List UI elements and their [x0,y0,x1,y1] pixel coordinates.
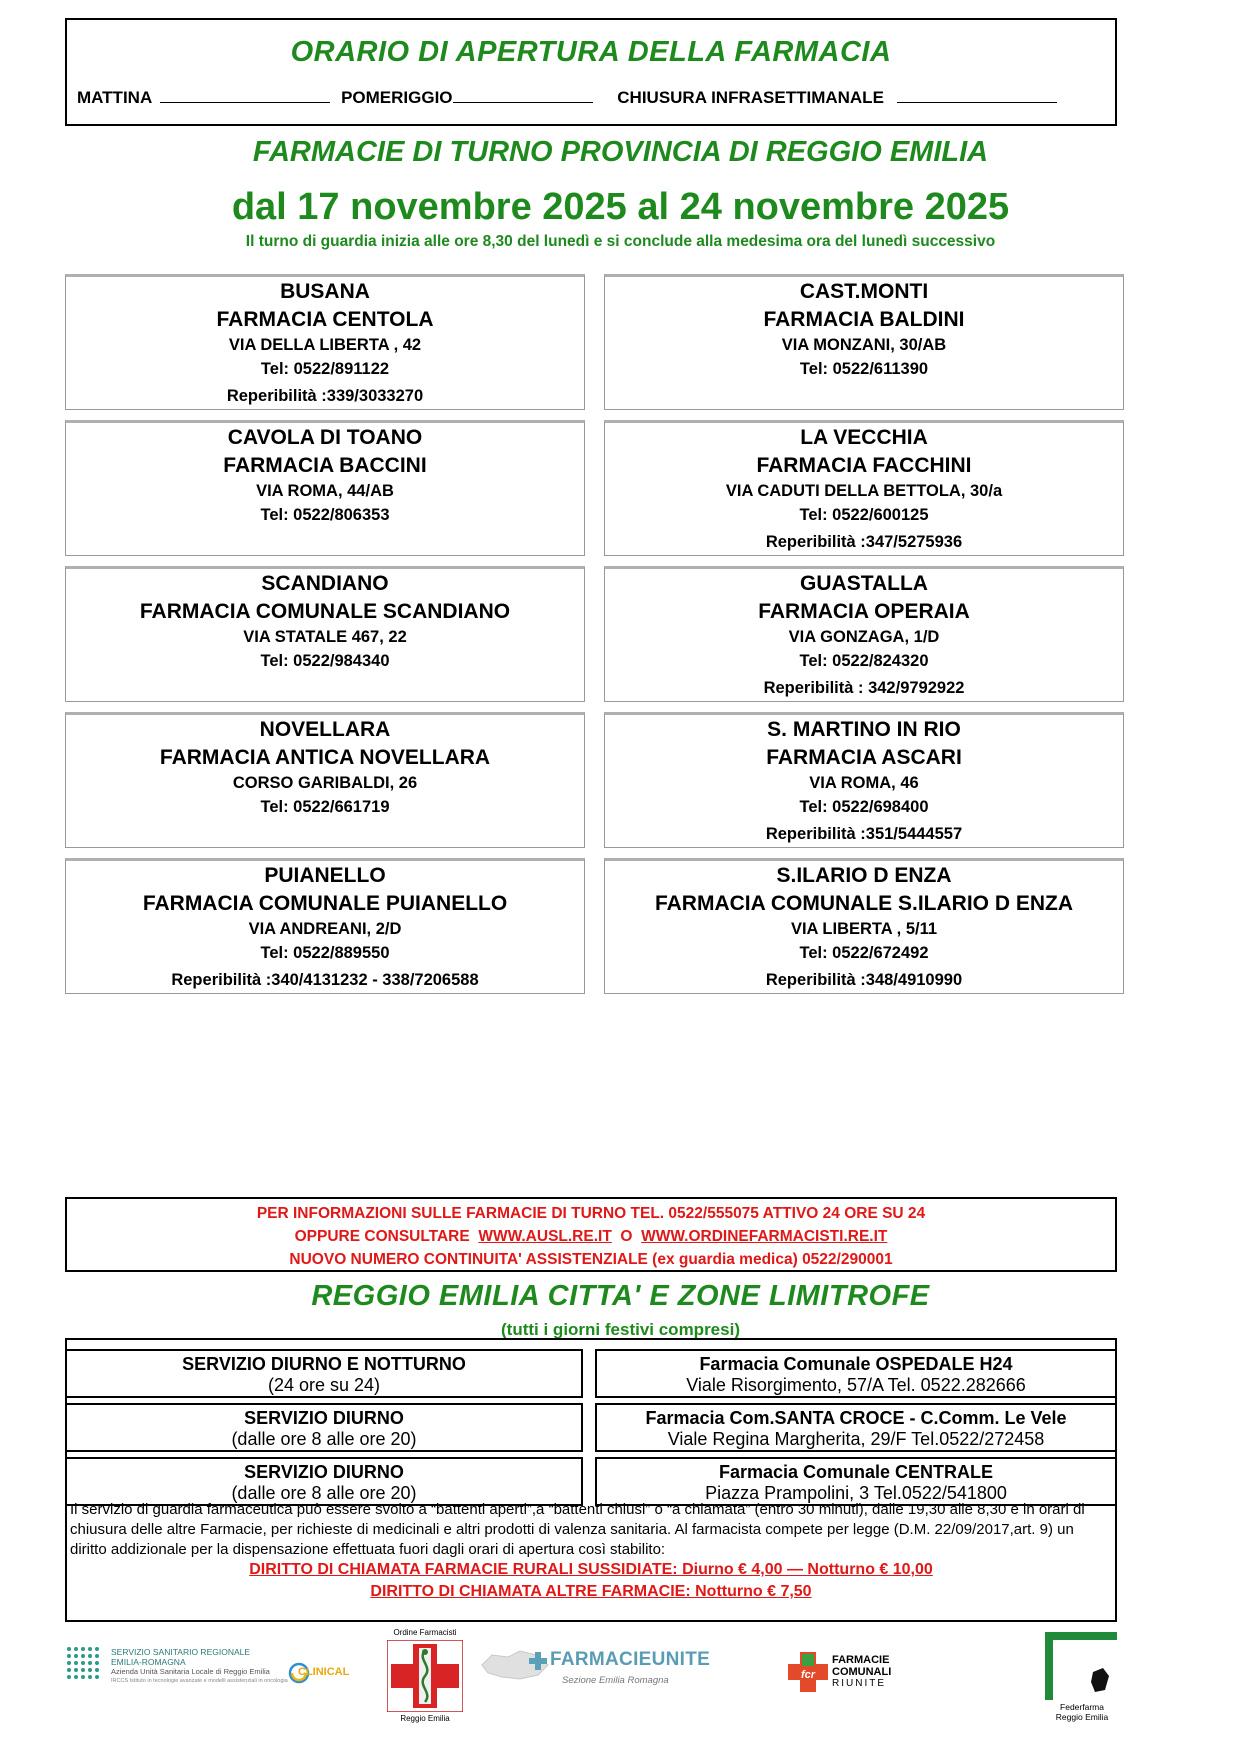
federfarma-line2: Reggio Emilia [1055,1712,1109,1722]
pharmacy-tel: Tel: 0522/889550 [260,944,390,962]
date-range: dal 17 novembre 2025 al 24 novembre 2025 [231,186,1010,228]
pharmacy-reperibilita: Reperibilità :340/4131232 - 338/7206588 [171,971,479,989]
fcr-cross-icon [788,1652,828,1692]
pharmacy-address: VIA ROMA, 46 [809,774,919,792]
continuita-assistenziale-line: NUOVO NUMERO CONTINUITA' ASSISTENZIALE (ex guardia medica) 0522/290001 [289,1251,893,1268]
ssr-logo [65,1643,288,1693]
ordine-farmacisti-link[interactable]: WWW.ORDINEFARMACISTI.RE.IT [641,1228,888,1245]
city-subtitle: (tutti i giorni festivi compresi) [501,1320,740,1339]
info-links-line [67,1225,1115,1248]
pharmacy-name: FARMACIA ASCARI [766,746,962,769]
opening-hours-fields [77,88,1105,108]
pharmacy-town: LA VECCHIA [800,426,928,449]
service-hours: (dalle ore 8 alle ore 20) [231,1429,417,1449]
service-pharmacy-address: Piazza Prampolini, 3 Tel.0522/541800 [705,1483,1007,1503]
pharmacy-town: NOVELLARA [259,718,391,741]
pharmacy-name: FARMACIA ANTICA NOVELLARA [159,746,491,769]
service-pharmacy-name: Farmacia Comunale OSPEDALE H24 [699,1354,1013,1374]
service-label: SERVIZIO DIURNO E NOTTURNO [182,1354,466,1374]
pharmacy-tel: Tel: 0522/600125 [799,506,929,524]
farmacie-comunali-riunite-logo [788,1650,908,1696]
ssr-line1: SERVIZIO SANITARIO REGIONALE [111,1647,251,1657]
pharmacy-card [604,712,1124,848]
pharmacy-name: FARMACIA OPERAIA [758,600,970,623]
ssr-line4: IRCCS Istituto in tecnologie avanzate e modelli assistenziali in oncologia [111,1678,288,1684]
ordine-cross-icon [387,1640,463,1712]
pharmacy-card [65,858,585,994]
pharmacy-town: CAST.MONTI [799,280,929,303]
pharmacy-name: FARMACIA BALDINI [763,308,965,331]
service-pharmacy-box [595,1349,1117,1398]
federfarma-line1: Federfarma [1060,1702,1104,1712]
pharmacy-card [65,712,585,848]
farmacieunite-cross-icon [528,1651,548,1671]
service-type-box [65,1349,583,1398]
pharmacy-town: SCANDIANO [261,572,389,595]
pharmacy-reperibilita: Reperibilità :348/4910990 [765,971,963,989]
federfarma-icon [1045,1632,1117,1700]
svg-text:fcr: fcr [800,1669,816,1681]
opening-hours-box [65,18,1117,126]
pharmacy-tel: Tel: 0522/698400 [799,798,929,816]
info-phone-line: PER INFORMAZIONI SULLE FARMACIE DI TURNO TEL. 0522/555075 ATTIVO 24 ORE SU 24 [256,1205,926,1222]
pharmacy-reperibilita: Reperibilità : 342/9792922 [763,679,965,697]
fcr-line2: COMUNALI [832,1666,892,1678]
farmacieunite-logo [480,1643,730,1693]
pharmacy-name: FARMACIA BACCINI [223,454,427,477]
service-pharmacy-box [595,1457,1117,1506]
pomeriggio-blank [453,102,593,103]
pharmacy-address: VIA STATALE 467, 22 [243,628,407,646]
pharmacy-name: FARMACIA CENTOLA [216,308,434,331]
pharmacy-tel: Tel: 0522/661719 [260,798,390,816]
service-label: SERVIZIO DIURNO [244,1408,404,1428]
fee-other-pharmacies: DIRITTO DI CHIAMATA ALTRE FARMACIE: Notturno € 7,50 [370,1583,812,1600]
pharmacy-town: GUASTALLA [800,572,928,595]
city-title: REGGIO EMILIA CITTA' E ZONE LIMITROFE [311,1280,930,1312]
service-type-box [65,1403,583,1452]
ssr-dots-icon [65,1645,105,1685]
pharmacy-card [604,420,1124,556]
ssr-line2: EMILIA-ROMAGNA [111,1657,186,1667]
service-hours: (dalle ore 8 alle ore 20) [231,1483,417,1503]
ssr-line3: Azienda Unità Sanitaria Locale di Reggio Emilia [111,1667,270,1676]
clinical-text: CLINICAL [298,1666,350,1678]
pharmacy-name: FARMACIA COMUNALE PUIANELLO [142,892,508,915]
pharmacy-address: VIA ANDREANI, 2/D [248,920,402,938]
info-consult-text: OPPURE CONSULTARE [294,1228,470,1245]
ordine-bottom-text: Reggio Emilia [400,1714,450,1723]
pharmacy-address: VIA MONZANI, 30/AB [781,336,947,354]
service-pharmacy-name: Farmacia Comunale CENTRALE [718,1462,994,1482]
pharmacy-address: VIA CADUTI DELLA BETTOLA, 30/a [725,482,1003,500]
chiusura-blank [897,102,1057,103]
pharmacy-reperibilita: Reperibilità :339/3033270 [226,387,424,405]
federfarma-logo [1043,1632,1121,1724]
pharmacy-town: S.ILARIO D ENZA [776,864,952,887]
pharmacy-card [604,274,1124,410]
pharmacy-card [65,274,585,410]
pharmacy-address: VIA GONZAGA, 1/D [788,628,940,646]
ordine-farmacisti-logo [385,1628,465,1724]
province-title: FARMACIE DI TURNO PROVINCIA DI REGGIO EMILIA [252,136,989,168]
farmacieunite-text: FARMACIEUNITE [550,1649,711,1670]
service-pharmacy-address: Viale Regina Margherita, 29/F Tel.0522/272458 [667,1429,1045,1449]
pharmacy-town: S. MARTINO IN RIO [767,718,961,741]
chiusura-label: CHIUSURA INFRASETTIMANALE [617,88,884,107]
service-pharmacy-address: Viale Risorgimento, 57/A Tel. 0522.282666 [686,1375,1026,1395]
service-pharmacy-name: Farmacia Com.SANTA CROCE - C.Comm. Le Vele [645,1408,1067,1428]
legal-text: Il servizio di guardia farmaceutica può essere svolto a “battenti aperti”,a “battenti chiusi” o “a chiamata” (entro 30 minuti), dalle 19,30 alle 8,30 e in orari di chiusura delle altre Farmacie, per richieste di medicinali e altri prodotti di valenza sanitaria. Al farmacista compete per legge (D.M. 22/09/2017,art. 9) un diritto addizionale per la dispensazione effettuata fuori dagli orari di apertura così stabilito: [70,1501,1085,1558]
mattina-blank [160,102,330,103]
ordine-top-text: Ordine Farmacisti [393,1628,457,1637]
clinical-logo [288,1660,348,1686]
pharmacy-tel: Tel: 0522/806353 [260,506,390,524]
info-or-text: O [620,1228,633,1245]
service-type-box [65,1457,583,1506]
pharmacy-address: VIA DELLA LIBERTA , 42 [228,336,422,354]
pharmacy-town: PUIANELLO [264,864,386,887]
pharmacy-tel: Tel: 0522/984340 [260,652,390,670]
service-label: SERVIZIO DIURNO [244,1462,404,1482]
info-box [65,1197,1117,1272]
pharmacy-town: BUSANA [280,280,370,303]
pharmacy-name: FARMACIA FACCHINI [756,454,972,477]
opening-hours-title: ORARIO DI APERTURA DELLA FARMACIA [290,36,892,68]
service-pharmacy-box [595,1403,1117,1452]
pharmacy-card [604,858,1124,994]
pharmacy-town: CAVOLA DI TOANO [227,426,423,449]
fcr-line1: FARMACIE [832,1654,890,1666]
turno-note: Il turno di guardia inizia alle ore 8,30 del lunedì e si conclude alla medesima ora del lunedì successivo [245,233,996,250]
pharmacy-address: CORSO GARIBALDI, 26 [232,774,418,792]
service-hours: (24 ore su 24) [267,1375,381,1395]
pharmacy-name: FARMACIA COMUNALE SCANDIANO [139,600,511,623]
pomeriggio-label: POMERIGGIO [341,88,453,107]
pharmacy-card [65,420,585,556]
fcr-line3: RIUNITE [832,1678,886,1689]
pharmacy-address: VIA LIBERTA , 5/11 [790,920,938,938]
pharmacy-address: VIA ROMA, 44/AB [256,482,394,500]
fee-rural-pharmacies: DIRITTO DI CHIAMATA FARMACIE RURALI SUSSIDIATE: Diurno € 4,00 — Notturno € 10,00 [249,1561,933,1578]
pharmacy-tel: Tel: 0522/824320 [799,652,929,670]
pharmacy-card [604,566,1124,702]
pharmacy-tel: Tel: 0522/891122 [260,360,390,378]
pharmacy-card [65,566,585,702]
ausl-link[interactable]: WWW.AUSL.RE.IT [478,1228,612,1245]
pharmacy-tel: Tel: 0522/672492 [799,944,929,962]
pharmacy-reperibilita: Reperibilità :347/5275936 [765,533,963,551]
pharmacy-tel: Tel: 0522/611390 [799,360,929,378]
pharmacy-reperibilita: Reperibilità :351/5444557 [765,825,963,843]
pharmacy-name: FARMACIA COMUNALE S.ILARIO D ENZA [654,892,1074,915]
mattina-label: MATTINA [77,88,152,107]
farmacieunite-sub: Sezione Emilia Romagna [562,1675,669,1686]
